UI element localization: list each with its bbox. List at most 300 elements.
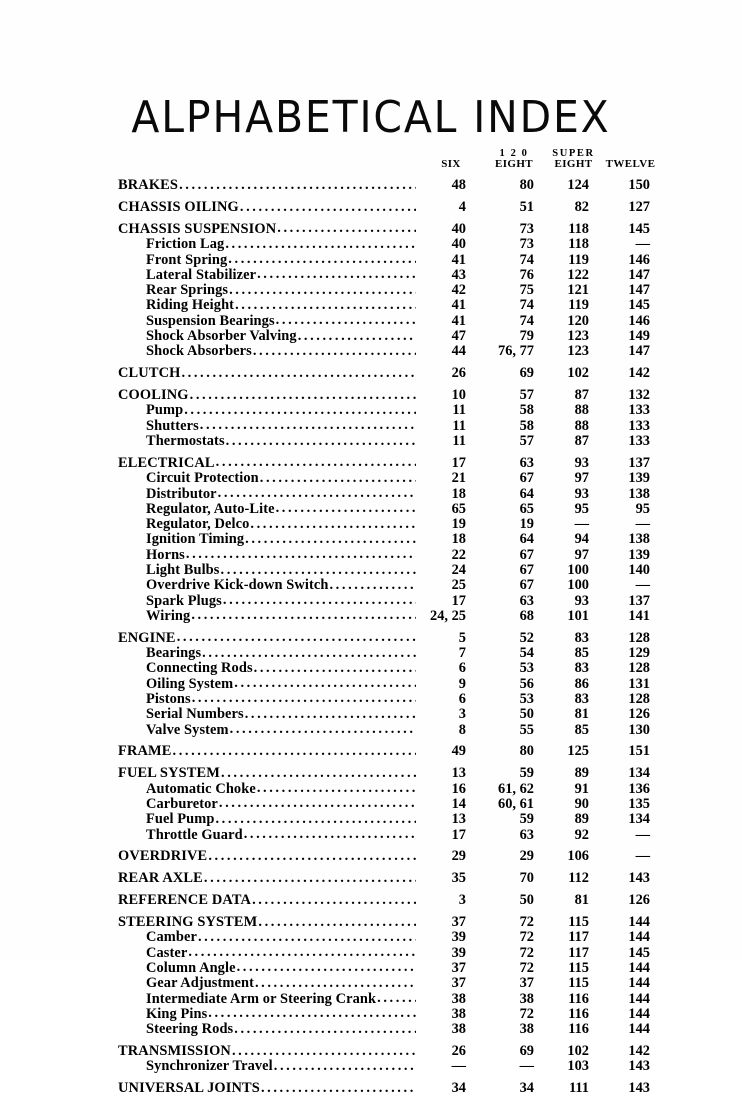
index-entry-row-sub[interactable]	[118, 532, 658, 547]
index-entry-label-cell[interactable]	[118, 812, 420, 827]
dot-leader	[200, 419, 416, 433]
index-entry-row-sub[interactable]	[118, 992, 658, 1007]
page-number-super: —	[574, 516, 589, 533]
index-entry-label-cell[interactable]	[118, 782, 420, 797]
dot-leader	[190, 388, 416, 402]
page-number-six: 40	[451, 236, 466, 253]
index-entry-label-cell[interactable]	[118, 631, 420, 646]
entry-label: Suspension Bearings	[146, 313, 275, 329]
page-number-super: 115	[568, 975, 589, 992]
page-number-six: 19	[451, 516, 466, 533]
dot-leader	[253, 344, 416, 358]
entry-line	[146, 723, 416, 737]
page-number-six: 10	[451, 387, 466, 404]
index-entry-label-cell[interactable]	[118, 502, 420, 517]
page-number-twelve: 149	[628, 328, 650, 345]
page-number-twelve: 139	[628, 546, 650, 563]
page-number-super: 94	[574, 531, 589, 548]
entry-label: Spark Plugs	[146, 593, 222, 609]
entry-label: Camber	[146, 930, 197, 946]
alphabetical-index-table	[118, 148, 658, 1097]
page-number-eight: 38	[519, 1021, 534, 1038]
dot-leader	[198, 930, 416, 944]
page-number-super: 87	[574, 387, 589, 404]
index-entry-row-sub[interactable]	[118, 419, 658, 434]
dot-leader	[298, 329, 416, 343]
page-number-eight: 67	[519, 546, 534, 563]
index-entry-label-cell[interactable]	[118, 314, 420, 329]
page-number-eight: 72	[519, 959, 534, 976]
index-entry-label-cell[interactable]	[118, 298, 420, 313]
index-entry-label-cell[interactable]	[118, 388, 420, 403]
dot-leader	[232, 1044, 416, 1058]
page-number-super: 92	[574, 826, 589, 843]
dot-leader	[229, 283, 416, 297]
dot-leader	[245, 707, 416, 721]
table-header	[118, 148, 658, 178]
dot-leader	[234, 677, 416, 691]
page-number-super: 86	[574, 675, 589, 692]
index-entry-row-sub[interactable]	[118, 487, 658, 502]
page-number-eight: 63	[519, 592, 534, 609]
index-entry-row-major[interactable]	[118, 631, 658, 646]
index-entry-row-sub[interactable]	[118, 253, 658, 268]
entry-label: COOLING	[118, 388, 189, 404]
dot-leader	[261, 1081, 416, 1095]
entry-line	[118, 222, 416, 236]
page-number-eight: 63	[519, 826, 534, 843]
page-number-eight: 55	[519, 721, 534, 738]
page-number-eight: 59	[519, 765, 534, 782]
index-entry-row-sub[interactable]	[118, 707, 658, 722]
page-number-twelve: 141	[628, 607, 650, 624]
page-number-super: 97	[574, 470, 589, 487]
index-entry-row-sub[interactable]	[118, 434, 658, 449]
entry-label: Pump	[146, 403, 184, 419]
index-entry-row-sub[interactable]	[118, 517, 658, 532]
index-entry-row-sub[interactable]	[118, 298, 658, 313]
column-header-six	[420, 148, 484, 178]
page-number-eight: 52	[519, 629, 534, 646]
page-number-six: 38	[451, 1005, 466, 1022]
page-number-six: 44	[451, 343, 466, 360]
entry-line	[118, 871, 416, 885]
page-number-eight: 75	[519, 282, 534, 299]
page-title: ALPHABETICAL INDEX	[131, 92, 611, 143]
index-entry-label-cell[interactable]	[118, 594, 420, 609]
page-number-super: 119	[568, 297, 589, 314]
entry-line	[146, 283, 416, 297]
page-number-eight: 58	[519, 402, 534, 419]
entry-line	[146, 517, 416, 531]
dot-leader	[219, 797, 416, 811]
page-number-six: 18	[451, 531, 466, 548]
page-number-eight: 79	[519, 328, 534, 345]
page-number-twelve: 142	[628, 365, 650, 382]
page-number-twelve: 144	[628, 1021, 650, 1038]
entry-label: ELECTRICAL	[118, 455, 215, 471]
index-entry-label-cell[interactable]	[118, 532, 420, 547]
entry-line	[146, 253, 416, 267]
page-number-eight: —	[519, 1058, 534, 1075]
page-number-twelve: 147	[628, 282, 650, 299]
dot-leader	[257, 782, 416, 796]
page-number-six: 26	[451, 1043, 466, 1060]
entry-line	[146, 661, 416, 675]
page-number-six: 38	[451, 990, 466, 1007]
index-entry-label-cell[interactable]	[118, 828, 420, 843]
entry-line	[118, 178, 416, 192]
page-number-eight: 67	[519, 470, 534, 487]
page-number-super: 121	[567, 282, 589, 299]
entry-label: Distributor	[146, 486, 217, 502]
page-number-twelve: 128	[628, 690, 650, 707]
page-number-twelve: 137	[628, 592, 650, 609]
index-entry-row-major[interactable]	[118, 222, 658, 237]
index-entry-row-sub[interactable]	[118, 961, 658, 976]
page-number-six: 17	[451, 826, 466, 843]
entry-line	[118, 1081, 416, 1095]
page-number-six: 24	[451, 562, 466, 578]
index-entry-label-cell[interactable]	[118, 283, 420, 298]
index-entry-label-cell[interactable]	[118, 344, 420, 359]
dot-leader	[226, 434, 416, 448]
entry-line	[146, 946, 416, 960]
index-entry-row-sub[interactable]	[118, 609, 658, 624]
dot-leader	[260, 471, 416, 485]
index-entry-row-sub[interactable]	[118, 1007, 658, 1022]
page-number-six: 11	[452, 417, 466, 434]
index-entry-row-major[interactable]	[118, 456, 658, 471]
entry-label: Oiling System	[146, 676, 234, 692]
index-entry-label-cell[interactable]	[118, 517, 420, 532]
page-number-six: 5	[458, 629, 466, 646]
index-entry-label-cell[interactable]	[118, 692, 420, 707]
page-number-twelve: 144	[628, 975, 650, 992]
index-entry-row-major[interactable]	[118, 915, 658, 930]
entry-label: Automatic Choke	[146, 781, 256, 797]
index-entry-label-cell[interactable]	[118, 456, 420, 471]
index-entry-row-major[interactable]	[118, 766, 658, 781]
index-entry-row-sub[interactable]	[118, 828, 658, 843]
index-entry-label-cell[interactable]	[118, 661, 420, 676]
page-number-eight: 61, 62	[498, 780, 534, 797]
index-entry-label-cell[interactable]	[118, 849, 420, 864]
index-entry-label-cell[interactable]	[118, 1081, 420, 1096]
page-number-super: 93	[574, 485, 589, 502]
index-entry-row-sub[interactable]	[118, 782, 658, 797]
page-number-six: —	[451, 1058, 466, 1075]
page-number-six: 40	[451, 220, 466, 237]
index-entry-label-cell[interactable]	[118, 222, 420, 237]
entry-label: REAR AXLE	[118, 871, 203, 887]
page-number-twelve: 140	[628, 562, 650, 578]
index-entry-label-cell[interactable]	[118, 1044, 420, 1059]
page-number-twelve: 144	[628, 959, 650, 976]
page-number-six: 8	[458, 721, 466, 738]
page-number-twelve: 143	[628, 1058, 650, 1075]
dot-leader	[255, 976, 416, 990]
page-number-eight: 38	[519, 990, 534, 1007]
index-entry-row-sub[interactable]	[118, 723, 658, 738]
entry-label: Column Angle	[146, 960, 236, 976]
index-entry-row-sub[interactable]	[118, 976, 658, 991]
index-entry-row-major[interactable]	[118, 1081, 658, 1096]
dot-leader	[254, 661, 416, 675]
page-number-eight: 69	[519, 365, 534, 382]
entry-line	[146, 563, 416, 577]
entry-label: Front Spring	[146, 252, 228, 268]
index-entry-row-sub[interactable]	[118, 344, 658, 359]
index-entry-label-cell[interactable]	[118, 434, 420, 449]
page-number-twelve: 134	[628, 765, 650, 782]
page-number-six: 37	[451, 959, 466, 976]
index-entry-row-sub[interactable]	[118, 403, 658, 418]
index-entry-label-cell[interactable]	[118, 915, 420, 930]
index-entry-label-cell[interactable]	[118, 563, 420, 578]
page-number-six: 65	[451, 500, 466, 517]
table-row-spacer	[118, 1037, 658, 1044]
dot-leader	[173, 744, 416, 758]
page-number-twelve: 95	[635, 500, 650, 517]
page-number-eight: 72	[519, 914, 534, 931]
index-entry-label-cell[interactable]	[118, 200, 420, 215]
spacer-cell	[118, 1075, 658, 1082]
page-number-six: 24, 25	[430, 607, 466, 624]
page-number-twelve: —	[635, 236, 650, 253]
page-number-twelve: 142	[628, 1043, 650, 1060]
page-number-twelve: 133	[628, 433, 650, 450]
dot-leader	[221, 563, 417, 577]
index-entry-label-cell[interactable]	[118, 723, 420, 738]
page-number-twelve: 144	[628, 1005, 650, 1022]
index-entry-row-sub[interactable]	[118, 930, 658, 945]
index-entry-label-cell[interactable]	[118, 946, 420, 961]
index-entry-label-cell[interactable]	[118, 548, 420, 563]
index-entry-row-sub[interactable]	[118, 548, 658, 563]
index-entry-row-major[interactable]	[118, 893, 658, 908]
page-number-six: 49	[451, 743, 466, 760]
index-entry-label-cell[interactable]	[118, 797, 420, 812]
index-entry-label-cell[interactable]	[118, 237, 420, 252]
page-number-six: 7	[458, 645, 466, 662]
index-entry-row-major[interactable]	[118, 366, 658, 381]
dot-leader	[230, 723, 416, 737]
page-number-eight: 76	[519, 266, 534, 283]
dot-leader	[234, 1022, 416, 1036]
index-entry-label-cell[interactable]	[118, 707, 420, 722]
entry-line	[146, 298, 416, 312]
index-entry-row-sub[interactable]	[118, 692, 658, 707]
index-entry-row-sub[interactable]	[118, 314, 658, 329]
index-entry-label-cell[interactable]	[118, 471, 420, 486]
entry-line	[146, 502, 416, 516]
page-number-six: 35	[451, 870, 466, 887]
page-number-eight: 80	[519, 743, 534, 760]
page-number-six: 13	[451, 811, 466, 828]
index-entry-label-cell[interactable]	[118, 329, 420, 344]
page-number-eight: 65	[519, 500, 534, 517]
page-number-super: 116	[568, 1021, 589, 1038]
page-number-super: 100	[567, 577, 589, 594]
page-number-super: 88	[574, 417, 589, 434]
index-entry-label-cell[interactable]	[118, 366, 420, 381]
page-number-six: 13	[451, 765, 466, 782]
entry-line	[146, 707, 416, 721]
page-number-six: 14	[451, 795, 466, 812]
index-entry-row-sub[interactable]	[118, 594, 658, 609]
page-number-twelve: 146	[628, 312, 650, 329]
index-entry-row-sub[interactable]	[118, 237, 658, 252]
index-entry-label-cell[interactable]	[118, 178, 420, 193]
index-entry-row-major[interactable]	[118, 871, 658, 886]
index-entry-row-sub[interactable]	[118, 946, 658, 961]
index-entry-row-sub[interactable]	[118, 329, 658, 344]
page-number-eight: 68	[519, 607, 534, 624]
entry-label: Riding Height	[146, 298, 235, 314]
page-number-twelve: 138	[628, 531, 650, 548]
dot-leader	[277, 222, 416, 236]
index-entry-row-sub[interactable]	[118, 268, 658, 283]
column-header-entry	[118, 148, 420, 178]
index-entry-label-cell[interactable]	[118, 253, 420, 268]
entry-line	[146, 976, 416, 990]
page-number-super: 93	[574, 592, 589, 609]
dot-leader	[223, 594, 416, 608]
dot-leader	[192, 692, 416, 706]
index-entry-label-cell[interactable]	[118, 1059, 420, 1074]
entry-line	[146, 237, 416, 251]
index-entry-label-cell[interactable]	[118, 744, 420, 759]
index-entry-row-major[interactable]	[118, 178, 658, 193]
index-table-container	[118, 148, 658, 1097]
index-entry-label-cell[interactable]	[118, 487, 420, 502]
entry-line	[118, 893, 416, 907]
index-entry-row-sub[interactable]	[118, 1022, 658, 1037]
entry-label: CHASSIS SUSPENSION	[118, 221, 277, 237]
page-number-eight: 50	[519, 706, 534, 723]
page-number-super: 116	[568, 1005, 589, 1022]
page-number-six: 39	[451, 929, 466, 946]
entry-line	[146, 434, 416, 448]
page-number-super: 91	[574, 780, 589, 797]
index-entry-label-cell[interactable]	[118, 403, 420, 418]
index-entry-label-cell[interactable]	[118, 578, 420, 593]
column-header-eight-bottom: EIGHT	[494, 158, 534, 171]
page-number-eight: 58	[519, 417, 534, 434]
index-entry-label-cell[interactable]	[118, 930, 420, 945]
page-number-super: 112	[568, 870, 589, 887]
index-entry-row-sub[interactable]	[118, 797, 658, 812]
page-number-eight: 64	[519, 531, 534, 548]
index-entry-label-cell[interactable]	[118, 976, 420, 991]
page-number-eight: 63	[519, 454, 534, 471]
index-entry-row-major[interactable]	[118, 200, 658, 215]
entry-line	[146, 1022, 416, 1036]
entry-line	[146, 1059, 416, 1073]
index-entry-label-cell[interactable]	[118, 609, 420, 624]
table-row-spacer	[118, 1075, 658, 1082]
page-number-twelve: 128	[628, 660, 650, 677]
index-entry-row-sub[interactable]	[118, 578, 658, 593]
page-number-eight: 54	[519, 645, 534, 662]
page-number-six: 17	[451, 592, 466, 609]
entry-label: Ignition Timing	[146, 532, 245, 548]
entry-line	[146, 578, 416, 592]
page-number-super: 101	[567, 607, 589, 624]
dot-leader	[218, 487, 416, 501]
index-entry-row-sub[interactable]	[118, 563, 658, 578]
index-entry-label-cell[interactable]	[118, 893, 420, 908]
column-header-super-eight	[546, 148, 604, 178]
dot-leader	[184, 403, 416, 417]
page-number-twelve: 132	[628, 387, 650, 404]
page-number-twelve: 127	[628, 199, 650, 216]
page-number-twelve: 150	[628, 177, 650, 194]
index-entry-label-cell[interactable]	[118, 766, 420, 781]
index-entry-label-cell[interactable]	[118, 961, 420, 976]
page-number-eight: 64	[519, 485, 534, 502]
page-number-eight: 73	[519, 236, 534, 253]
entry-label: Thermostats	[146, 434, 225, 450]
dot-leader	[225, 237, 416, 251]
index-entry-row-major[interactable]	[118, 744, 658, 759]
entry-label: Friction Lag	[146, 237, 225, 253]
index-entry-row-sub[interactable]	[118, 661, 658, 676]
entry-label: Throttle Guard	[146, 827, 243, 843]
page-number-super: 83	[574, 690, 589, 707]
index-entry-label-cell[interactable]	[118, 677, 420, 692]
index-entry-label-cell[interactable]	[118, 1022, 420, 1037]
index-entry-row-sub[interactable]	[118, 502, 658, 517]
page-number-six: 9	[458, 675, 466, 692]
page-number-super: 102	[567, 1043, 589, 1060]
page-number-six: 41	[451, 251, 466, 268]
page-number-eight: 29	[519, 848, 534, 865]
index-entry-label-cell[interactable]	[118, 268, 420, 283]
page-number-six: 41	[451, 312, 466, 329]
entry-line	[146, 268, 416, 282]
index-entry-row-major[interactable]	[118, 388, 658, 403]
page-number-twelve: 144	[628, 990, 650, 1007]
index-entry-row-major[interactable]	[118, 1044, 658, 1059]
page-number-twelve: 136	[628, 780, 650, 797]
index-entry-label-cell[interactable]	[118, 419, 420, 434]
index-entry-label-cell[interactable]	[118, 1007, 420, 1022]
index-entry-row-sub[interactable]	[118, 471, 658, 486]
index-entry-row-sub[interactable]	[118, 646, 658, 661]
index-entry-row-sub[interactable]	[118, 283, 658, 298]
entry-line	[118, 849, 416, 863]
page-number-twelve: 151	[628, 743, 650, 760]
index-entry-row-sub[interactable]	[118, 677, 658, 692]
index-entry-row-sub[interactable]	[118, 1059, 658, 1074]
entry-line	[118, 366, 416, 380]
page-number-eight: 60, 61	[498, 795, 534, 812]
entry-line	[146, 329, 416, 343]
page-number-six: 17	[451, 454, 466, 471]
index-entry-label-cell[interactable]	[118, 871, 420, 886]
index-entry-row-major[interactable]	[118, 849, 658, 864]
page-number-twelve: —	[635, 826, 650, 843]
entry-line	[146, 961, 416, 975]
dot-leader	[188, 946, 416, 960]
index-entry-label-cell[interactable]	[118, 646, 420, 661]
entry-label: STEERING SYSTEM	[118, 915, 258, 931]
index-entry-label-cell[interactable]	[118, 992, 420, 1007]
index-entry-row-sub[interactable]	[118, 812, 658, 827]
page-number-six: 21	[451, 470, 466, 487]
